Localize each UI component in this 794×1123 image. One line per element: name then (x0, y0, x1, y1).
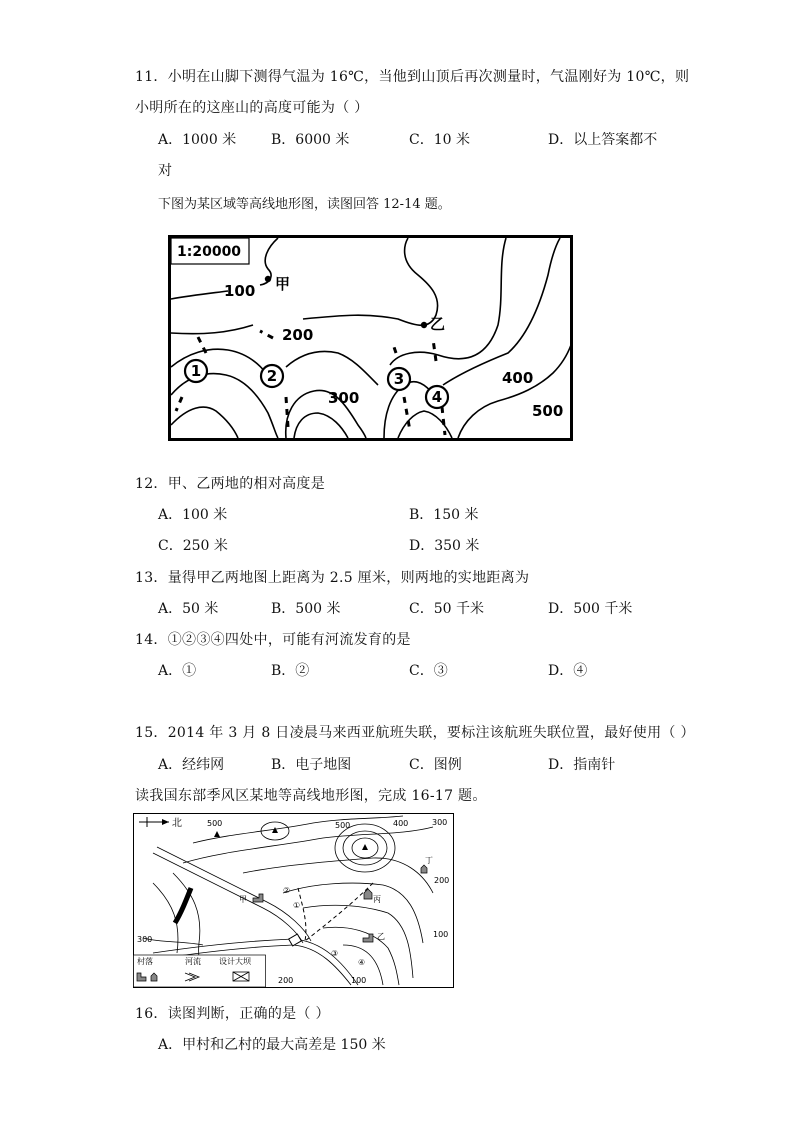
q14-stem: 14．①②③④四处中，可能有河流发育的是 (135, 632, 411, 648)
ridge-mark-3 (394, 347, 396, 353)
label-yi: 乙 (430, 315, 446, 333)
q12-option-d: D．350 米 (409, 538, 480, 554)
label-contour-300a: 300 (432, 818, 448, 827)
label-contour-200: 200 (282, 326, 314, 344)
label-marker-2: ② (283, 886, 291, 895)
label-ding: 丁 (425, 856, 433, 865)
q15-stem: 15．2014 年 3 月 8 日凌晨马来西亚航班失联，要标注该航班失联位置，最好使用（ ） (135, 725, 695, 741)
label-contour-100: 100 (224, 282, 256, 300)
q11-option-d-continued: 对 (158, 163, 172, 179)
q15-option-d: D．指南针 (548, 757, 616, 773)
q13-option-c: C．50 千米 (409, 601, 484, 617)
q13-option-a: A．50 米 (158, 601, 219, 617)
q16-stem: 16．读图判断，正确的是（ ） (135, 1006, 330, 1022)
q11-option-a: A．1000 米 (158, 132, 237, 148)
q14-option-a: A．① (158, 663, 197, 679)
contour-map-2 (133, 813, 454, 988)
q11-option-b: B．6000 米 (271, 132, 350, 148)
label-contour-400: 400 (393, 819, 409, 828)
label-contour-400: 400 (502, 369, 534, 387)
label-contour-200b: 200 (278, 976, 294, 985)
q13-option-d: D．500 千米 (548, 601, 633, 617)
north-label: 北 (172, 818, 182, 829)
q11-option-d: D．以上答案都不 (548, 132, 658, 148)
q11-option-c: C．10 米 (409, 132, 470, 148)
q14-option-b: B．② (271, 663, 310, 679)
legend-river-label: 河流 (185, 957, 201, 966)
q12-option-a: A．100 米 (158, 507, 228, 523)
legend-dam-icon (233, 972, 249, 981)
q11-line1: 11．小明在山脚下测得气温为 16℃，当他到山顶后再次测量时，气温刚好为 10℃，则 (135, 69, 690, 85)
label-contour-200a: 200 (434, 876, 450, 885)
label-marker-3: ③ (331, 949, 339, 958)
label-contour-500b: 500 (335, 821, 351, 830)
q13-stem: 13．量得甲乙两地图上距离为 2.5 厘米，则两地的实地距离为 (135, 570, 530, 586)
map1-scale: 1:20000 (177, 244, 242, 260)
label-marker-1: ① (293, 901, 301, 910)
label-contour-300b: 300 (137, 935, 153, 944)
valley-mark-2 (286, 397, 288, 427)
marker-1-label: 1 (190, 362, 202, 380)
q15-option-b: B．电子地图 (271, 757, 352, 773)
point-yi (421, 322, 427, 328)
label-contour-300: 300 (328, 389, 360, 407)
label-bing: 丙 (373, 895, 381, 904)
q12-stem: 12．甲、乙两地的相对高度是 (135, 476, 326, 492)
marker-2-label: 2 (266, 367, 278, 385)
label-contour-500a: 500 (207, 819, 223, 828)
label-contour-100a: 100 (433, 930, 449, 939)
q13-option-b: B．500 米 (271, 601, 341, 617)
point-jia (265, 276, 271, 282)
label-contour-100b: 100 (351, 976, 367, 985)
label-jia: 甲 (275, 275, 291, 293)
q15-option-a: A．经纬网 (158, 757, 225, 773)
q11-line2: 小明所在的这座山的高度可能为（ ） (135, 100, 369, 116)
label-yi: 乙 (377, 932, 385, 941)
marker-4-label: 4 (431, 388, 443, 406)
q12-option-c: C．250 米 (158, 538, 228, 554)
q15-option-c: C．图例 (409, 757, 462, 773)
legend-dam-label: 设计大坝 (219, 957, 251, 966)
q12-option-b: B．150 米 (409, 507, 479, 523)
map1-frame (170, 237, 572, 440)
intro-12-14: 下图为某区域等高线地形图，读图回答 12-14 题。 (158, 197, 451, 212)
label-jia: 甲 (239, 895, 247, 904)
q16-option-a: A．甲村和乙村的最大高差是 150 米 (158, 1037, 386, 1053)
intro-16-17: 读我国东部季风区某地等高线地形图，完成 16-17 题。 (135, 788, 487, 804)
q14-option-c: C．③ (409, 663, 448, 679)
contour-map-1 (168, 235, 573, 441)
legend-village-label: 村落 (137, 957, 153, 966)
label-contour-500: 500 (532, 402, 564, 420)
q14-option-d: D．④ (548, 663, 588, 679)
label-marker-4: ④ (358, 958, 366, 967)
marker-3-label: 3 (393, 370, 405, 388)
